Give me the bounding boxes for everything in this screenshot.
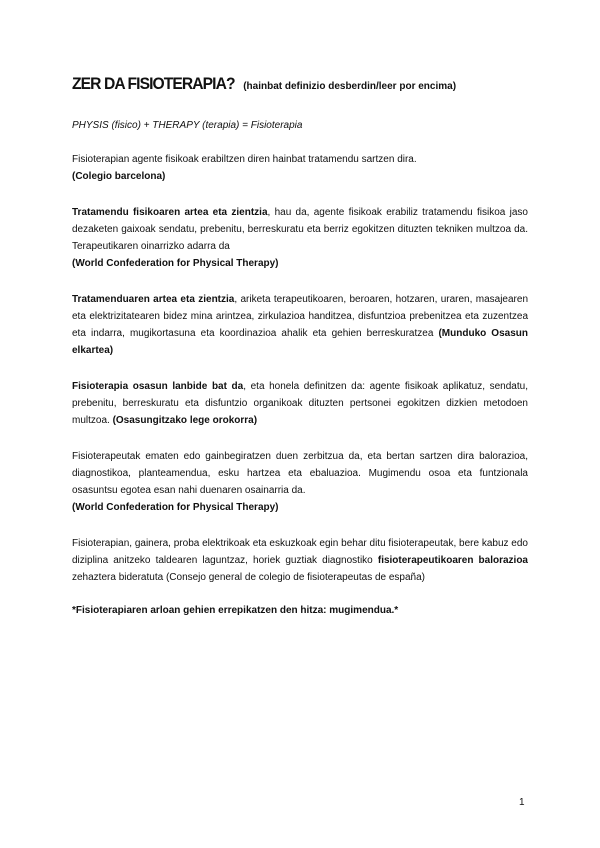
paragraph-3 <box>72 291 528 359</box>
closing-note: *Fisioterapiaren arloan gehien errepikatzen den hitza: mugimendua.* <box>72 605 399 616</box>
paragraph-bold-mid: fisioterapeutikoaren balorazioa <box>377 555 528 566</box>
paragraph-bold-lead: Fisioterapia osasun lanbide bat da <box>72 381 244 392</box>
paragraph-source: (World Confederation for Physical Therapy) <box>72 258 279 269</box>
paragraph-bold-lead: Tratamenduaren artea eta zientzia <box>72 294 235 305</box>
paragraph-4 <box>72 378 528 429</box>
paragraph-source: (World Confederation for Physical Therapy) <box>72 502 279 513</box>
page-number: 1 <box>519 797 525 808</box>
paragraph-1 <box>72 151 528 185</box>
paragraph-bold-lead: Tratamendu fisikoaren artea eta zientzia <box>72 207 268 218</box>
paragraph-text: Fisioterapeutak ematen edo gainbegiratzen duen zerbitzua da, eta bertan sartzen dira balorazioa, diagnostikoa, planteamendua, esku hartzea eta ebaluazioa. Mugimendu osoa eta funtzionala osasuntsu egotea esan nahi duenaren osainarria da. <box>72 451 528 496</box>
formula-line: PHYSIS (fisico) + THERAPY (terapia) = Fisioterapia <box>72 120 303 131</box>
paragraph-source: (Munduko Osasun elkartea) <box>72 328 528 356</box>
paragraph-text: , hau da, agente fisikoak erabiliz tratamendu fisikoa jaso dezaketen gaixoak sendatu, prebenitu, berreskuratu eta berriz egokitzen dituzten tekniken multzoa da. Terapeutikaren oinarrizko adarra da <box>72 207 528 252</box>
paragraph-text: Fisioterapian agente fisikoak erabiltzen diren hainbat tratamendu sartzen dira. <box>72 154 417 165</box>
paragraph-text: , ariketa terapeutikoaren, beroaren, hotzaren, uraren, masajearen eta elektrizitatearen bidez mina arintzea, zirkulazioa handitzea, disfuntzioa prebenitzea eta zuzentzea eta indarra, mugikortasuna eta koordinazioa ahalik eta gehien berreskuratzea <box>72 294 528 339</box>
paragraph-6 <box>72 535 528 586</box>
paragraph-2 <box>72 204 528 272</box>
page-subtitle: (hainbat definizio desberdin/leer por encima) <box>243 81 457 92</box>
paragraph-text: , eta honela definitzen da: agente fisikoak aplikatuz, sendatu, prebenitu, berreskuratu eta disfuntzio organikoak dituzten pertsonei egokitzen dizkien metodoen multzoa. <box>72 381 528 426</box>
paragraph-text-before: Fisioterapian, gainera, proba elektrikoak eta eskuzkoak egin behar ditu fisioterapeutak, bere kabuz edo diziplina anitzeko taldearen laguntzaz, horiek guztiak diagnostiko <box>72 538 528 566</box>
paragraph-5 <box>72 448 528 516</box>
paragraph-source: (Colegio barcelona) <box>72 171 166 182</box>
page-content <box>72 74 528 616</box>
page-title-line <box>72 74 528 94</box>
paragraph-source: (Osasungitzako lege orokorra) <box>112 415 258 426</box>
page-title: ZER DA FISIOTERAPIA? <box>72 74 235 93</box>
paragraph-text-after: zehaztera bideratuta (Consejo general de colegio de fisioterapeutas de españa) <box>72 572 426 583</box>
